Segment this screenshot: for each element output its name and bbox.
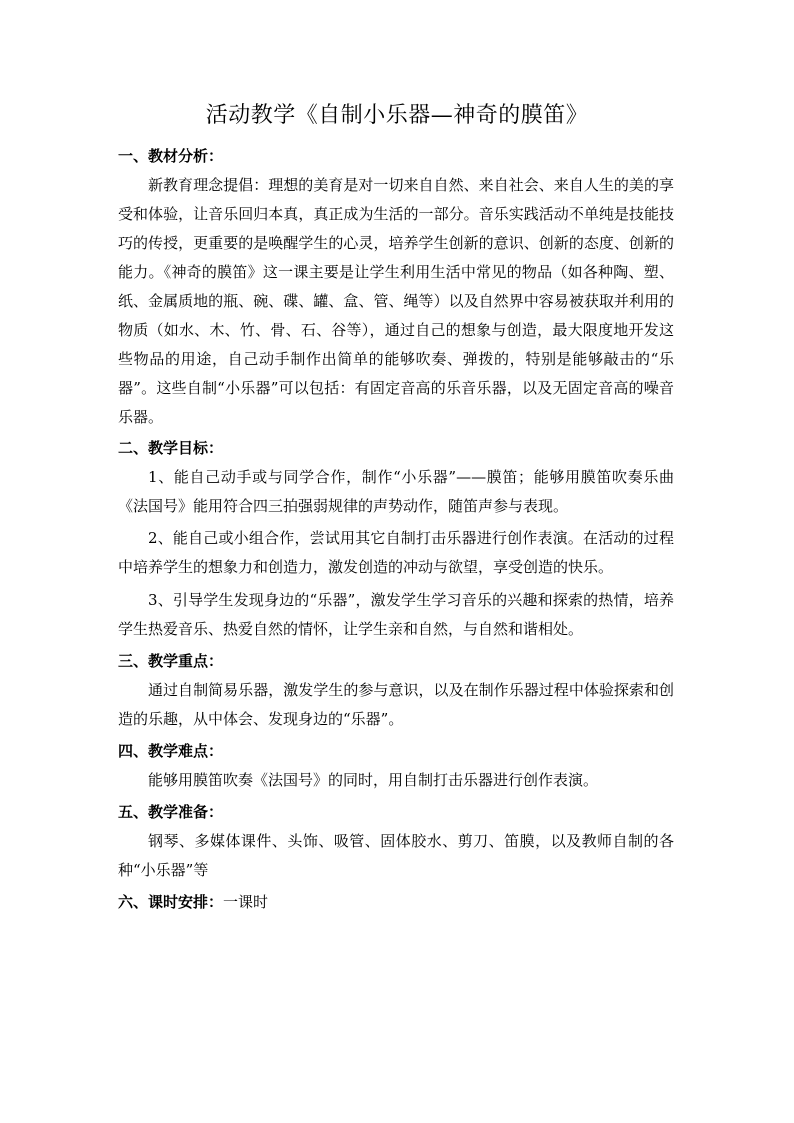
paragraph-preparation: 钢琴、多媒体课件、头饰、吸管、固体胶水、剪刀、笛膜，以及教师自制的各种“小乐器”等 — [118, 832, 674, 879]
section-heading-textbook-analysis: 一、教材分析： — [118, 147, 224, 165]
section-heading-preparation: 五、教学准备： — [118, 803, 224, 821]
paragraph-objective-2: 2、能自己或小组合作，尝试用其它自制打击乐器进行创作表演。在活动的过程中培养学生的想象力和创造力，激发创造的冲动与欲望，享受创造的快乐。 — [118, 529, 674, 576]
paragraph-key-points: 通过自制简易乐器，激发学生的参与意识，以及在制作乐器过程中体验探索和创造的乐趣，从中体会、发现身边的“乐器”。 — [118, 681, 674, 728]
section-heading-teaching-objectives: 二、教学目标： — [118, 439, 224, 457]
section-heading-key-points: 三、教学重点： — [118, 652, 224, 670]
document-title: 活动教学《自制小乐器—神奇的膜笛》 — [205, 103, 589, 128]
paragraph-objective-1: 1、能自己动手或与同学合作，制作“小乐器”——膜笛；能够用膜笛吹奏乐曲《法国号》能用符合四三拍强弱规律的声势动作，随笛声参与表现。 — [118, 468, 674, 515]
section-heading-difficulties: 四、教学难点： — [118, 742, 224, 760]
document-body — [118, 142, 674, 917]
paragraph-textbook-analysis: 新教育理念提倡：理想的美育是对一切来自自然、来自社会、来自人生的美的享受和体验，让音乐回归本真，真正成为生活的一部分。音乐实践活动不单纯是技能技巧的传授，更重要的是唤醒学生的心灵，培养学生创新的意识、创新的态度、创新的能力。《神奇的膜笛》这一课主要是让学生利用生活中常见的物品（如各种陶、塑、纸、金属质地的瓶、碗、碟、罐、盒、管、绳等）以及自然界中容易被获取并利用的物质（如水、木、竹、骨、石、谷等），通过自己的想象与创造，最大限度地开发这些物品的用途，自己动手制作出简单的能够吹奏、弹拨的，特别是能够敲击的“乐器”。这些自制“小乐器”可以包括：有固定音高的乐音乐器，以及无固定音高的噪音乐器。 — [118, 176, 674, 426]
paragraph-difficulties: 能够用膜笛吹奏《法国号》的同时，用自制打击乐器进行创作表演。 — [148, 771, 599, 789]
section-heading-class-hours: 六、课时安排： — [118, 893, 224, 911]
paragraph-objective-3: 3、引导学生发现身边的“乐器”，激发学生学习音乐的兴趣和探索的热情，培养学生热爱音乐、热爱自然的情怀，让学生亲和自然，与自然和谐相处。 — [118, 591, 674, 638]
section-class-hours — [118, 888, 674, 917]
class-hours-value: 一课时 — [223, 893, 269, 911]
